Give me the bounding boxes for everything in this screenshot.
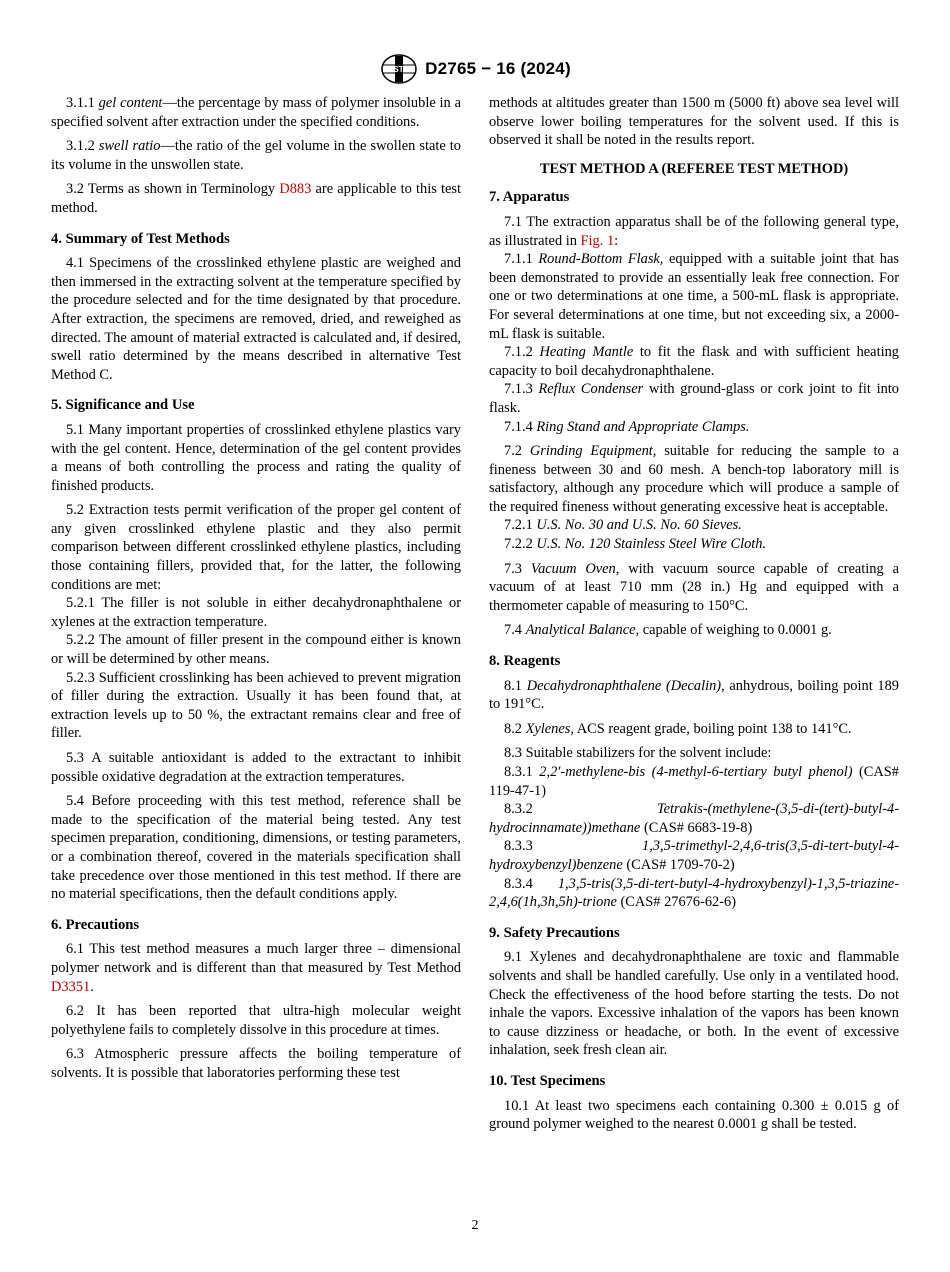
paragraph-7-2: 7.2 Grinding Equipment, suitable for reducing the sample to a fineness between 30 and 60 mesh. A bench-top laboratory mill is satisfactory, although any procedure which will produce a sample of the required fineness without generating excessive heat is acceptable. — [489, 443, 899, 515]
paragraph-8-2: 8.2 Xylenes, ACS reagent grade, boiling point 138 to 141°C. — [504, 720, 852, 737]
paragraph-8-3-3: 8.3.3 1,3,5-trimethyl-2,4,6-tris(3,5-di-tert-butyl-4-hydroxybenzyl)benzene (CAS# 1709-70-2) — [489, 838, 899, 873]
paragraph-5-4: 5.4 Before proceeding with this test method, reference shall be made to the specification of the material being tested. Any test specimen preparation, conditioning, dimensions, or testing parameters, or a combination thereof, covered in the materials specification shall take precedence over those mentioned in this test method. If there are no material specifications, then the default conditions apply. — [51, 793, 461, 903]
paragraph-3-2: 3.2 Terms as shown in Terminology D883 are applicable to this test method. — [51, 181, 461, 216]
paragraph-5-3: 5.3 A suitable antioxidant is added to the extractant to inhibit possible oxidative degradation at the extraction temperatures. — [51, 750, 461, 785]
paragraph-5-2-3: 5.2.3 Sufficient crosslinking has been achieved to prevent migration of filler during the extraction. Usually it has been found that, at extraction levels up to 50 %, the extractant remains clear and free of filler. — [51, 669, 461, 742]
link-d3351[interactable]: D3351 — [51, 978, 91, 995]
section-heading-8: 8. Reagents — [489, 653, 561, 670]
paragraph-6-2: 6.2 It has been reported that ultra-high molecular weight polyethylene fails to completely dissolve in this procedure at times. — [51, 1003, 461, 1038]
section-heading-9: 9. Safety Precautions — [489, 924, 620, 941]
paragraph-7-4: 7.4 Analytical Balance, capable of weighing to 0.0001 g. — [504, 622, 832, 639]
paragraph-3-1-2: 3.1.2 swell ratio—the ratio of the gel volume in the swollen state to its volume in the unswollen state. — [51, 138, 461, 173]
paragraph-6-1: 6.1 This test method measures a much larger three – dimensional polymer network and is different than that measured by Test Method D3351. — [51, 941, 461, 995]
paragraph-10-1: 10.1 At least two specimens each containing 0.300 ± 0.015 g of ground polymer weighed to the nearest 0.0001 g shall be tested. — [489, 1097, 899, 1133]
section-heading-6: 6. Precautions — [51, 916, 140, 933]
paragraph-7-2-2: 7.2.2 U.S. No. 120 Stainless Steel Wire Cloth. — [504, 536, 767, 553]
paragraph-5-1: 5.1 Many important properties of crosslinked ethylene plastics vary with the gel content. Hence, determination of the gel content provides a means of both controlling the process and rating the quality of finished products. — [51, 421, 461, 494]
paragraph-7-3: 7.3 Vacuum Oven, with vacuum source capable of creating a vacuum of at least 710 mm (28 in.) Hg and equipped with a thermometer capable of measuring to 150°C. — [489, 560, 899, 614]
section-heading-5: 5. Significance and Use — [51, 397, 195, 414]
page-header — [0, 52, 950, 86]
paragraph-7-1-4: 7.1.4 Ring Stand and Appropriate Clamps. — [504, 418, 750, 435]
paragraph-8-3-4: 8.3.4 1,3,5-tris(3,5-di-tert-butyl-4-hydroxybenzyl)-1,3,5-triazine-2,4,6(1h,3h,5h)-trione (CAS# 27676-62-6) — [489, 875, 899, 911]
paragraph-5-2-1: 5.2.1 The filler is not soluble in either decahydronaphthalene or xylenes at the extraction temperature. — [51, 595, 461, 630]
section-heading-4: 4. Summary of Test Methods — [51, 230, 230, 247]
paragraph-9-1: 9.1 Xylenes and decahydronaphthalene are toxic and flammable solvents and shall be handled carefully. Use only in a ventilated hood. Check the effectiveness of the hood before starting the tests. Do not inhale the vapors. Excessive inhalation of the vapors has been known to cause dizziness or headache, or both. In the event of excessive inhalation, seek fresh clean air. — [489, 949, 899, 1059]
test-method-a-heading: TEST METHOD A (REFEREE TEST METHOD) — [539, 160, 849, 177]
paragraph-7-1-3: 7.1.3 Reflux Condenser with ground-glass or cork joint to fit into flask. — [489, 381, 899, 416]
section-heading-7: 7. Apparatus — [489, 189, 570, 206]
paragraph-7-1-1: 7.1.1 Round-Bottom Flask, equipped with a suitable joint that has been demonstrated to provide an essentially leak free connection. For one or two determinations at one time, a 500-mL flask is appropriate. For several determinations at one time, but not exceeding six, a 2000-mL flask is suitable. — [489, 251, 899, 342]
left-column — [51, 94, 461, 1083]
paragraph-8-3-2: 8.3.2 Tetrakis-(methylene-(3,5-di-(tert)-butyl-4-hydrocinnamate))methane (CAS# 6683-19-8) — [489, 801, 899, 836]
right-column — [489, 94, 899, 1134]
link-d883[interactable]: D883 — [279, 181, 312, 198]
paragraph-7-1: 7.1 The extraction apparatus shall be of the following general type, as illustrated in Fig. 1: — [489, 213, 899, 249]
paragraph-5-2: 5.2 Extraction tests permit verification of the proper gel content of any given crosslinked ethylene plastic and they also permit comparison between different crosslinked ethylene plastics, including those containing fillers, provided that, for the latter, the following conditions are met: — [51, 502, 461, 593]
paragraph-7-2-1: 7.2.1 U.S. No. 30 and U.S. No. 60 Sieves. — [504, 517, 742, 534]
paragraph-8-3: 8.3 Suitable stabilizers for the solvent include: — [504, 745, 772, 762]
paragraph-5-2-2: 5.2.2 The amount of filler present in the compound either is known or will be determined by other means. — [51, 632, 461, 668]
svg-text:ASTM: ASTM — [387, 65, 411, 74]
paragraph-4-1: 4.1 Specimens of the crosslinked ethylene plastic are weighed and then immersed in the extracting solvent at the temperature specified by the procedure selected and for the time designated by that procedure. After extraction, the specimens are removed, dried, and reweighed as directed. The amount of material extracted is calculated and, if desired, swell ratio determined by the means described in alternative Test Method C. — [51, 255, 461, 383]
paragraph-8-3-1: 8.3.1 2,2′-methylene-bis (4-methyl-6-tertiary butyl phenol) (CAS# 119-47-1) — [489, 764, 899, 799]
paragraph-8-1: 8.1 Decahydronaphthalene (Decalin), anhydrous, boiling point 189 to 191°C. — [489, 677, 899, 713]
paragraph-7-1-2: 7.1.2 Heating Mantle to fit the flask and with sufficient heating capacity to boil decahydronaphthalene. — [489, 344, 899, 379]
astm-logo-icon — [379, 53, 419, 85]
link-fig-1[interactable]: Fig. 1 — [580, 232, 615, 249]
page-number: 2 — [471, 1218, 479, 1233]
paragraph-6-3: 6.3 Atmospheric pressure affects the boiling temperature of solvents. It is possible that laboratories performing these test — [51, 1046, 461, 1081]
designation-title: D2765 − 16 (2024) — [425, 59, 571, 78]
paragraph-3-1-1: 3.1.1 gel content—the percentage by mass of polymer insoluble in a specified solvent after extraction under the specified conditions. — [51, 95, 461, 130]
paragraph-6-3-continued: methods at altitudes greater than 1500 m (5000 ft) above sea level will observe lower boiling temperatures for the solvent used. If this is observed it shall be noted in the results report. — [489, 95, 899, 149]
section-heading-10: 10. Test Specimens — [489, 1072, 606, 1089]
